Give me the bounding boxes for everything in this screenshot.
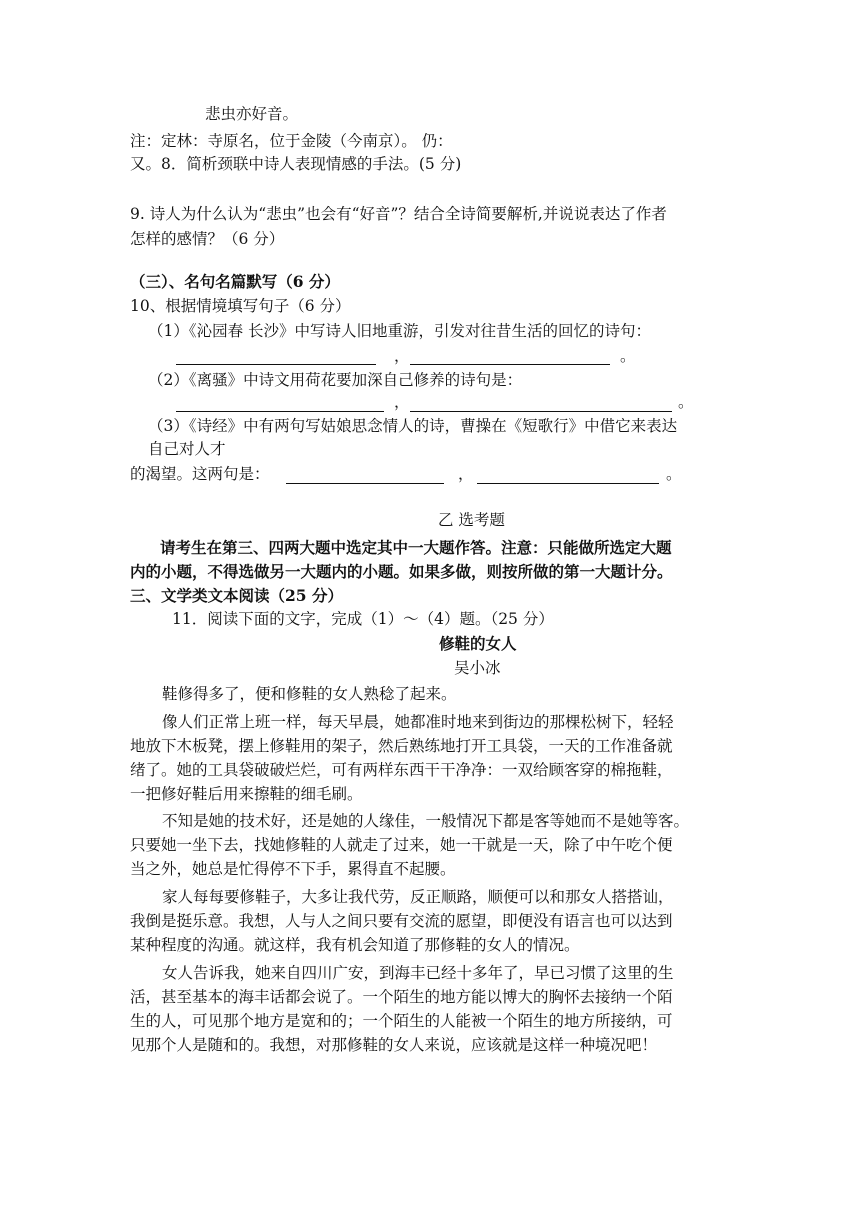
story-p2-line: 地放下木板凳，摆上修鞋用的架子，然后熟练地打开工具袋，一天的工作准备就 bbox=[130, 737, 673, 755]
story-p4-line: 我倒是挺乐意。我想，人与人之间只要有交流的愿望，即便没有语言也可以达到 bbox=[130, 912, 673, 930]
answer-blank-2a[interactable] bbox=[176, 411, 384, 412]
part-b-title: 乙 选考题 bbox=[438, 511, 505, 529]
question-9-line1: 9. 诗人为什么认为“悲虫”也会有“好音”？结合全诗简要解析,并说说表达了作者 bbox=[130, 205, 667, 223]
q10-item1: （1）《沁园春 长沙》中写诗人旧地重游，引发对往昔生活的回忆的诗句： bbox=[148, 322, 652, 340]
comma-1: ， bbox=[394, 347, 410, 365]
story-paragraph-1: 鞋修得多了，便和修鞋的女人熟稔了起来。 bbox=[162, 685, 457, 703]
question-8: 又。8．简析颈联中诗人表现情感的手法。(5 分) bbox=[130, 155, 462, 173]
question-10: 10、根据情境填写句子（6 分） bbox=[130, 297, 351, 315]
story-p5-line: 见那个人是随和的。我想，对那修鞋的女人来说，应该就是这样一种境况吧！ bbox=[130, 1036, 658, 1054]
comma-2: ， bbox=[394, 393, 410, 411]
story-p5-line: 活，甚至基本的海丰话都会说了。一个陌生的地方能以博大的胸怀去接纳一个陌 bbox=[130, 988, 673, 1006]
poem-line: 悲虫亦好音。 bbox=[205, 105, 299, 123]
section-heading-literary: 三、文学类文本阅读（25 分） bbox=[130, 586, 343, 605]
part-b-instruction-line2: 内的小题，不得选做另一大题内的小题。如果多做，则按所做的第一大题计分。 bbox=[130, 562, 673, 581]
q10-item3-line2: 自己对人才 bbox=[148, 440, 226, 458]
section-heading-dictation: （三）、名句名篇默写（6 分） bbox=[130, 272, 340, 291]
story-p4-line: 某种程度的沟通。就这样，我有机会知道了那修鞋的女人的情况。 bbox=[130, 936, 580, 954]
story-p3-line: 只要她一坐下去，找她修鞋的人就走了过来，她一干就是一天，除了中午吃个便 bbox=[130, 836, 673, 854]
story-p2-line: 绪了。她的工具袋破破烂烂，可有两样东西干干净净：一双给顾客穿的棉拖鞋， bbox=[130, 761, 673, 779]
period-2: 。 bbox=[678, 393, 694, 411]
answer-blank-1b[interactable] bbox=[410, 364, 610, 365]
poem-note: 注：定林：寺原名，位于金陵（今南京）。 仍： bbox=[130, 132, 453, 150]
story-p5-line: 女人告诉我，她来自四川广安，到海丰已经十多年了，早已习惯了这里的生 bbox=[162, 964, 674, 982]
story-p5-line: 生的人，可见那个地方是宽和的；一个陌生的人能被一个陌生的地方所接纳，可 bbox=[130, 1012, 673, 1030]
question-9-line2: 怎样的感情？（6 分） bbox=[130, 230, 285, 248]
story-p2-line: 一把修好鞋后用来擦鞋的细毛刷。 bbox=[130, 785, 363, 803]
period-3: 。 bbox=[666, 465, 682, 483]
story-p4-line: 家人每每要修鞋子，大多让我代劳，反正顺路，顺便可以和那女人搭搭讪， bbox=[162, 888, 674, 906]
q10-item2: （2）《离骚》中诗文用荷花要加深自己修养的诗句是： bbox=[148, 371, 523, 389]
story-p3-line: 不知是她的技术好，还是她的人缘佳，一般情况下都是客等她而不是她等客。 bbox=[162, 812, 690, 830]
period-1: 。 bbox=[620, 347, 636, 365]
part-b-instruction-line1: 请考生在第三、四两大题中选定其中一大题作答。注意：只能做所选定大题 bbox=[160, 538, 672, 557]
story-p3-line: 当之外，她总是忙得停不下手，累得直不起腰。 bbox=[130, 860, 456, 878]
story-title: 修鞋的女人 bbox=[439, 634, 517, 653]
comma-3: ， bbox=[458, 465, 474, 483]
answer-blank-1a[interactable] bbox=[176, 364, 376, 365]
story-author: 吴小冰 bbox=[454, 659, 501, 677]
story-p2-line: 像人们正常上班一样，每天早晨，她都准时地来到街边的那棵松树下，轻轻 bbox=[162, 713, 674, 731]
q10-item3-line1: （3）《诗经》中有两句写姑娘思念情人的诗，曹操在《短歌行》中借它来表达 bbox=[148, 417, 678, 435]
question-11: 11．阅读下面的文字，完成（1）～（4）题。（25 分） bbox=[172, 610, 554, 628]
answer-blank-3a[interactable] bbox=[286, 483, 444, 484]
answer-blank-3b[interactable] bbox=[477, 483, 659, 484]
answer-blank-2b[interactable] bbox=[410, 411, 672, 412]
q10-item3-line3: 的渴望。这两句是： bbox=[130, 465, 270, 483]
